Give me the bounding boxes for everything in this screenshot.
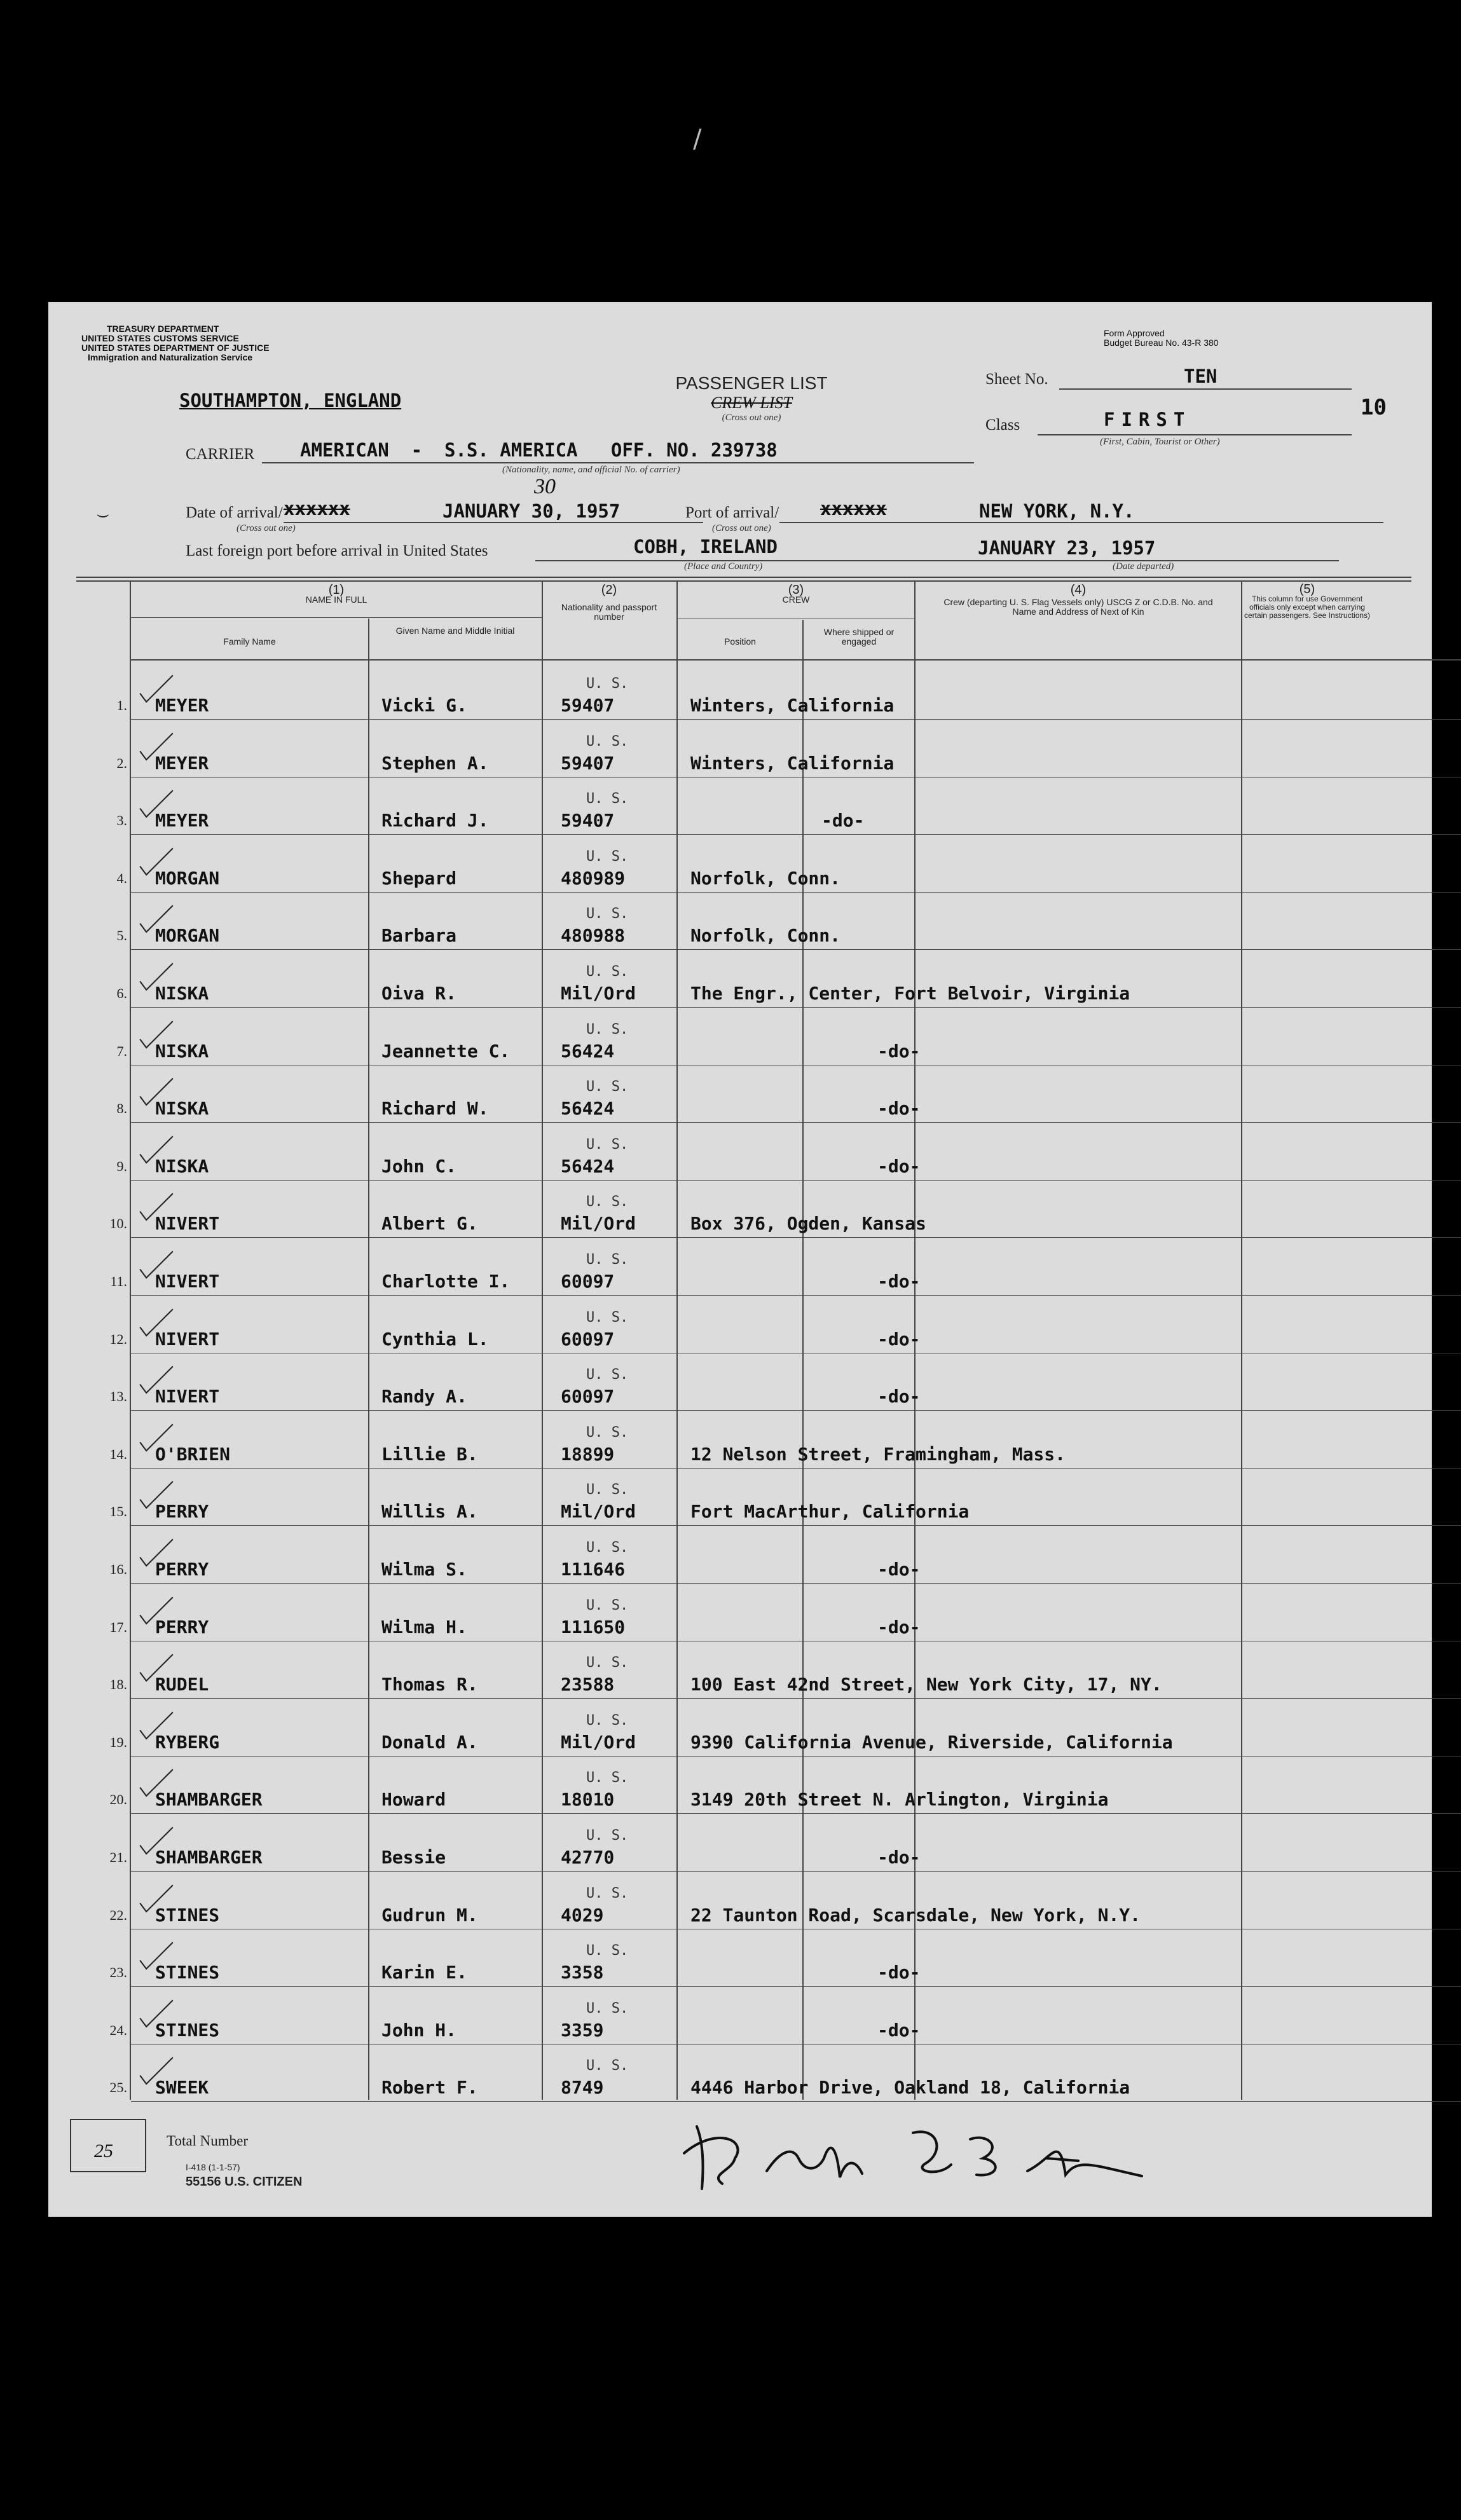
given-name: Cynthia L. — [381, 1328, 489, 1350]
address: Winters, California — [690, 752, 895, 774]
address: -do- — [877, 2019, 921, 2041]
family-name: RUDEL — [155, 1674, 209, 1695]
passenger-list-sheet — [48, 302, 1432, 2217]
address: 3149 20th Street N. Arlington, Virginia — [690, 1789, 1109, 1811]
given-name: Stephen A. — [381, 752, 489, 774]
port-value: NEW YORK, N.Y. — [979, 500, 1135, 522]
nationality: U. S. — [586, 1079, 629, 1095]
given-name: John C. — [381, 1155, 457, 1177]
list-title: PASSENGER LIST — [675, 373, 828, 393]
col4-header — [938, 585, 1218, 617]
given-name: Shepard — [381, 867, 457, 889]
arrival-crossed: xxxxxx — [284, 498, 350, 519]
col1-title: NAME IN FULL — [305, 594, 367, 605]
passport-number: 480989 — [561, 867, 626, 889]
address: 100 East 42nd Street, New York City, 17, NY. — [690, 1674, 1162, 1695]
family-name: MORGAN — [155, 867, 220, 889]
row-rule — [131, 1007, 1461, 1008]
given-name: Lillie B. — [381, 1443, 478, 1465]
address: 12 Nelson Street, Framingham, Mass. — [690, 1443, 1066, 1465]
row-rule — [131, 834, 1461, 835]
nationality: U. S. — [586, 1770, 629, 1786]
passport-number: 42770 — [561, 1847, 615, 1868]
table-row — [48, 791, 1432, 849]
row-number: 16. — [109, 1561, 127, 1577]
family-name: NISKA — [155, 1155, 209, 1177]
sheet-label: Sheet No. — [985, 371, 1048, 388]
row-number: 7. — [116, 1043, 127, 1059]
passport-number: 3359 — [561, 2019, 604, 2041]
passport-number: 59407 — [561, 810, 615, 832]
check-mark-icon — [137, 1940, 175, 1972]
nationality: U. S. — [586, 733, 629, 750]
row-number: 10. — [109, 1215, 127, 1232]
passport-number: 18899 — [561, 1443, 615, 1465]
check-mark-icon — [137, 1825, 175, 1857]
nationality: U. S. — [586, 1943, 629, 1959]
family-name: MEYER — [155, 752, 209, 774]
table-row — [48, 1367, 1432, 1425]
given-name: John H. — [381, 2019, 457, 2041]
nationality: U. S. — [586, 1540, 629, 1556]
check-mark-icon — [137, 1307, 175, 1339]
col5-header — [1244, 582, 1371, 620]
given-name: Donald A. — [381, 1731, 478, 1753]
passport-number: 111650 — [561, 1616, 626, 1638]
check-mark-icon — [137, 846, 175, 878]
check-mark-icon — [137, 1479, 175, 1511]
last-port-label: Last foreign port before arrival in United States — [186, 542, 488, 559]
check-mark-icon — [137, 1364, 175, 1396]
given-name: Richard W. — [381, 1098, 489, 1120]
check-mark-icon — [137, 1883, 175, 1915]
departed-hint: (Date departed) — [1113, 561, 1174, 572]
check-mark-icon — [137, 788, 175, 820]
class-value: FIRST — [1104, 409, 1191, 430]
check-mark-icon — [137, 1076, 175, 1108]
arrival-value: JANUARY 30, 1957 — [442, 500, 621, 522]
row-number: 4. — [116, 870, 127, 886]
col4-number: (4) — [1070, 583, 1087, 597]
check-mark-icon — [137, 1767, 175, 1799]
passport-number: 111646 — [561, 1559, 626, 1580]
margin-mark: ‿ — [98, 499, 108, 518]
family-name: MORGAN — [155, 925, 220, 947]
row-number: 17. — [109, 1619, 127, 1635]
form-approved — [1104, 329, 1219, 348]
nationality: U. S. — [586, 676, 629, 692]
nationality: U. S. — [586, 1885, 629, 1901]
class-label: Class — [985, 416, 1020, 434]
family-name: NISKA — [155, 1098, 209, 1120]
passport-number: 18010 — [561, 1789, 615, 1811]
nationality: U. S. — [586, 1021, 629, 1037]
check-mark-icon — [137, 673, 175, 705]
nationality: U. S. — [586, 1712, 629, 1729]
row-number: 3. — [116, 812, 127, 829]
nationality: U. S. — [586, 1424, 629, 1441]
col1-number: (1) — [328, 583, 345, 597]
agency-line-4: Immigration and Naturalization Service — [88, 352, 253, 362]
col5-title: This column for use Government officials only except when carrying certain passengers. See Instructions) — [1244, 594, 1371, 620]
address: -do- — [877, 1386, 921, 1407]
table-top-rule — [76, 577, 1411, 578]
arrival-cross-hint: (Cross out one) — [237, 523, 296, 533]
passport-number: 4029 — [561, 1904, 604, 1926]
row-number: 23. — [109, 1964, 127, 1981]
passport-number: 56424 — [561, 1098, 615, 1120]
row-number: 15. — [109, 1503, 127, 1520]
family-name: NIVERT — [155, 1213, 220, 1235]
address: -do- — [877, 1271, 921, 1292]
nationality: U. S. — [586, 906, 629, 922]
cross-out-hint: (Cross out one) — [722, 413, 781, 423]
table-row — [48, 1022, 1432, 1079]
row-number: 13. — [109, 1388, 127, 1405]
inspector-signature — [671, 2114, 1218, 2190]
row-number: 6. — [116, 985, 127, 1001]
col5-number: (5) — [1299, 582, 1315, 596]
arrival-label: Date of arrival/ — [186, 504, 283, 521]
family-name: SHAMBARGER — [155, 1789, 263, 1811]
check-mark-icon — [137, 1998, 175, 2030]
row-rule — [131, 1468, 1461, 1469]
nationality: U. S. — [586, 1482, 629, 1498]
given-name: Randy A. — [381, 1386, 467, 1407]
passport-number: 8749 — [561, 2077, 604, 2099]
last-port-value: COBH, IRELAND — [633, 536, 778, 558]
row-rule — [131, 1122, 1461, 1123]
family-name: NIVERT — [155, 1271, 220, 1292]
passport-number: 23588 — [561, 1674, 615, 1695]
nationality: U. S. — [586, 1252, 629, 1268]
position-header: Position — [724, 636, 756, 647]
passport-number: 480988 — [561, 925, 626, 947]
family-name: NISKA — [155, 983, 209, 1004]
port-cross-hint: (Cross out one) — [712, 523, 771, 533]
given-name: Barbara — [381, 925, 457, 947]
check-mark-icon — [137, 1191, 175, 1223]
given-name: Wilma S. — [381, 1559, 467, 1580]
passport-number: Mil/Ord — [561, 983, 636, 1004]
check-mark-icon — [137, 1595, 175, 1627]
list-type — [675, 373, 828, 423]
table-row — [48, 1598, 1432, 1655]
row-number: 20. — [109, 1791, 127, 1808]
check-mark-icon — [137, 2055, 175, 2087]
nationality: U. S. — [586, 1194, 629, 1210]
shipped-header: Where shipped or engaged — [823, 627, 895, 647]
col4-title: Crew (departing U. S. Flag Vessels only) USCG Z or C.D.B. No. and Name and Address of Next of Kin — [943, 597, 1213, 617]
address: -do- — [877, 1616, 921, 1638]
row-number: 9. — [116, 1158, 127, 1174]
family-name: SWEEK — [155, 2077, 209, 2099]
col1-header — [131, 585, 542, 605]
row-rule — [131, 892, 1461, 893]
col3-number: (3) — [788, 583, 804, 597]
scan-mark: / — [693, 125, 702, 154]
row-rule — [131, 1813, 1461, 1814]
address: -do- — [877, 1962, 921, 1983]
passport-number: Mil/Ord — [561, 1213, 636, 1235]
address: Norfolk, Conn. — [690, 925, 841, 947]
passport-number: 56424 — [561, 1040, 615, 1062]
arrival-handwritten-day: 30 — [534, 475, 556, 498]
agency-line-1: TREASURY DEPARTMENT — [107, 324, 219, 334]
address: Norfolk, Conn. — [690, 867, 841, 889]
family-name: NIVERT — [155, 1328, 220, 1350]
row-number: 11. — [110, 1273, 127, 1289]
agency-line-3: UNITED STATES DEPARTMENT OF JUSTICE — [81, 343, 270, 353]
page-number: 10 — [1361, 395, 1387, 420]
nationality: U. S. — [586, 2000, 629, 2017]
row-number: 12. — [109, 1331, 127, 1347]
row-rule — [131, 1525, 1461, 1526]
passport-number: 60097 — [561, 1328, 615, 1350]
row-number: 2. — [116, 755, 127, 771]
given-name: Thomas R. — [381, 1674, 478, 1695]
port-label: Port of arrival/ — [685, 504, 779, 521]
given-name: Charlotte I. — [381, 1271, 511, 1292]
check-mark-icon — [137, 1422, 175, 1454]
given-name: Karin E. — [381, 1962, 467, 1983]
table-row — [48, 1137, 1432, 1195]
family-name: PERRY — [155, 1501, 209, 1523]
row-number: 18. — [109, 1676, 127, 1693]
form-code: 55156 U.S. CITIZEN — [186, 2175, 303, 2189]
passport-number: Mil/Ord — [561, 1731, 636, 1753]
nationality: U. S. — [586, 848, 629, 865]
carrier-value: AMERICAN - S.S. AMERICA OFF. NO. 239738 — [300, 439, 778, 461]
family-name: MEYER — [155, 810, 209, 832]
row-rule — [131, 719, 1461, 720]
address: -do- — [877, 1155, 921, 1177]
given-name: Robert F. — [381, 2077, 478, 2099]
row-number: 19. — [109, 1734, 127, 1750]
address: -do- — [877, 1040, 921, 1062]
family-name: PERRY — [155, 1616, 209, 1638]
row-number: 1. — [116, 697, 127, 713]
form-number: I-418 (1-1-57) — [186, 2162, 240, 2172]
row-rule — [131, 1295, 1461, 1296]
address: Fort MacArthur, California — [690, 1501, 970, 1523]
family-name: PERRY — [155, 1559, 209, 1580]
carrier-label: CARRIER — [186, 446, 255, 463]
carrier-hint: (Nationality, name, and official No. of carrier) — [502, 465, 680, 475]
family-name: SHAMBARGER — [155, 1847, 263, 1868]
passport-number: 3358 — [561, 1962, 604, 1983]
row-rule — [131, 1410, 1461, 1411]
address: Winters, California — [690, 695, 895, 716]
row-rule — [131, 1237, 1461, 1238]
address: -do- — [877, 1098, 921, 1120]
col2-number: (2) — [601, 583, 617, 597]
nationality: U. S. — [586, 1309, 629, 1325]
family-name: MEYER — [155, 695, 209, 716]
check-mark-icon — [137, 961, 175, 993]
table-row — [48, 1540, 1432, 1598]
check-mark-icon — [137, 903, 175, 935]
family-name: NISKA — [155, 1040, 209, 1062]
family-name: STINES — [155, 1904, 220, 1926]
address: -do- — [877, 1559, 921, 1580]
nationality: U. S. — [586, 1597, 629, 1613]
row-number: 22. — [109, 1907, 127, 1923]
row-rule — [131, 1180, 1461, 1181]
budget-bureau-number: Budget Bureau No. 43-R 380 — [1104, 338, 1219, 348]
address: Box 376, Ogden, Kansas — [690, 1213, 926, 1235]
nationality: U. S. — [586, 1828, 629, 1844]
passport-number: 59407 — [561, 695, 615, 716]
address: 4446 Harbor Drive, Oakland 18, California — [690, 2077, 1130, 2099]
check-mark-icon — [137, 1537, 175, 1569]
check-mark-icon — [137, 1019, 175, 1051]
table-row — [48, 1252, 1432, 1310]
address: -do- — [877, 1847, 921, 1868]
row-number: 8. — [116, 1100, 127, 1117]
address: -do- — [877, 1328, 921, 1350]
nationality: U. S. — [586, 1367, 629, 1383]
total-label: Total Number — [167, 2133, 249, 2149]
last-port-hint: (Place and Country) — [684, 561, 763, 572]
passport-number: 60097 — [561, 1271, 615, 1292]
passport-number: 59407 — [561, 752, 615, 774]
given-name: Willis A. — [381, 1501, 478, 1523]
col2-header — [547, 585, 671, 622]
family-name: NIVERT — [155, 1386, 220, 1407]
address: 22 Taunton Road, Scarsdale, New York, N.Y. — [690, 1904, 1141, 1926]
family-name: RYBERG — [155, 1731, 220, 1753]
address: The Engr., Center, Fort Belvoir, Virginia — [690, 983, 1130, 1004]
row-rule — [131, 1698, 1461, 1699]
total-value: 25 — [94, 2140, 113, 2161]
agency-line-2: UNITED STATES CUSTOMS SERVICE — [81, 333, 239, 343]
origin-port: SOUTHAMPTON, ENGLAND — [179, 390, 402, 411]
check-mark-icon — [137, 731, 175, 763]
col3-title: CREW — [782, 594, 810, 605]
row-rule — [131, 1871, 1461, 1872]
family-name: STINES — [155, 2019, 220, 2041]
given-name: Albert G. — [381, 1213, 478, 1235]
given-name-header: Given Name and Middle Initial — [395, 626, 515, 636]
address: 9390 California Avenue, Riverside, California — [690, 1731, 1173, 1753]
given-name: Bessie — [381, 1847, 446, 1868]
departed-value: JANUARY 23, 1957 — [978, 537, 1156, 559]
address: -do- — [821, 810, 865, 832]
table-row — [48, 1079, 1432, 1137]
family-name-header: Family Name — [223, 636, 276, 647]
col2-title: Nationality and passport number — [561, 602, 657, 622]
row-number: 21. — [109, 1849, 127, 1865]
row-number: 5. — [116, 928, 127, 944]
given-name: Oiva R. — [381, 983, 457, 1004]
given-name: Howard — [381, 1789, 446, 1811]
passport-number: Mil/Ord — [561, 1501, 636, 1523]
table-row — [48, 2001, 1432, 2058]
row-number: 24. — [109, 2022, 127, 2038]
row-number: 25. — [109, 2079, 127, 2096]
check-mark-icon — [137, 1710, 175, 1742]
nationality: U. S. — [586, 2058, 629, 2074]
nationality: U. S. — [586, 1655, 629, 1671]
given-name: Vicki G. — [381, 695, 467, 716]
family-name: STINES — [155, 1962, 220, 1983]
nationality: U. S. — [586, 791, 629, 807]
row-number: 14. — [109, 1446, 127, 1462]
given-name: Jeannette C. — [381, 1040, 511, 1062]
check-mark-icon — [137, 1249, 175, 1281]
row-rule — [131, 949, 1461, 950]
row-rule — [131, 1986, 1461, 1987]
check-mark-icon — [137, 1652, 175, 1684]
given-name: Wilma H. — [381, 1616, 467, 1638]
port-crossed: xxxxxx — [820, 498, 887, 519]
class-hint: (First, Cabin, Tourist or Other) — [1100, 437, 1220, 447]
passport-number: 56424 — [561, 1155, 615, 1177]
form-approved-label: Form Approved — [1104, 328, 1165, 338]
given-name: Richard J. — [381, 810, 489, 832]
list-crossed: CREW LIST — [711, 394, 792, 412]
row-rule — [131, 1583, 1461, 1584]
row-rule — [131, 2101, 1461, 2102]
table-row — [48, 1943, 1432, 2001]
nationality: U. S. — [586, 1136, 629, 1153]
table-row — [48, 1310, 1432, 1367]
check-mark-icon — [137, 1134, 175, 1166]
col3-header — [678, 585, 914, 605]
family-name: O'BRIEN — [155, 1443, 231, 1465]
sheet-value: TEN — [1184, 366, 1218, 387]
passport-number: 60097 — [561, 1386, 615, 1407]
nationality: U. S. — [586, 964, 629, 980]
agency-header — [81, 324, 270, 362]
given-name: Gudrun M. — [381, 1904, 478, 1926]
